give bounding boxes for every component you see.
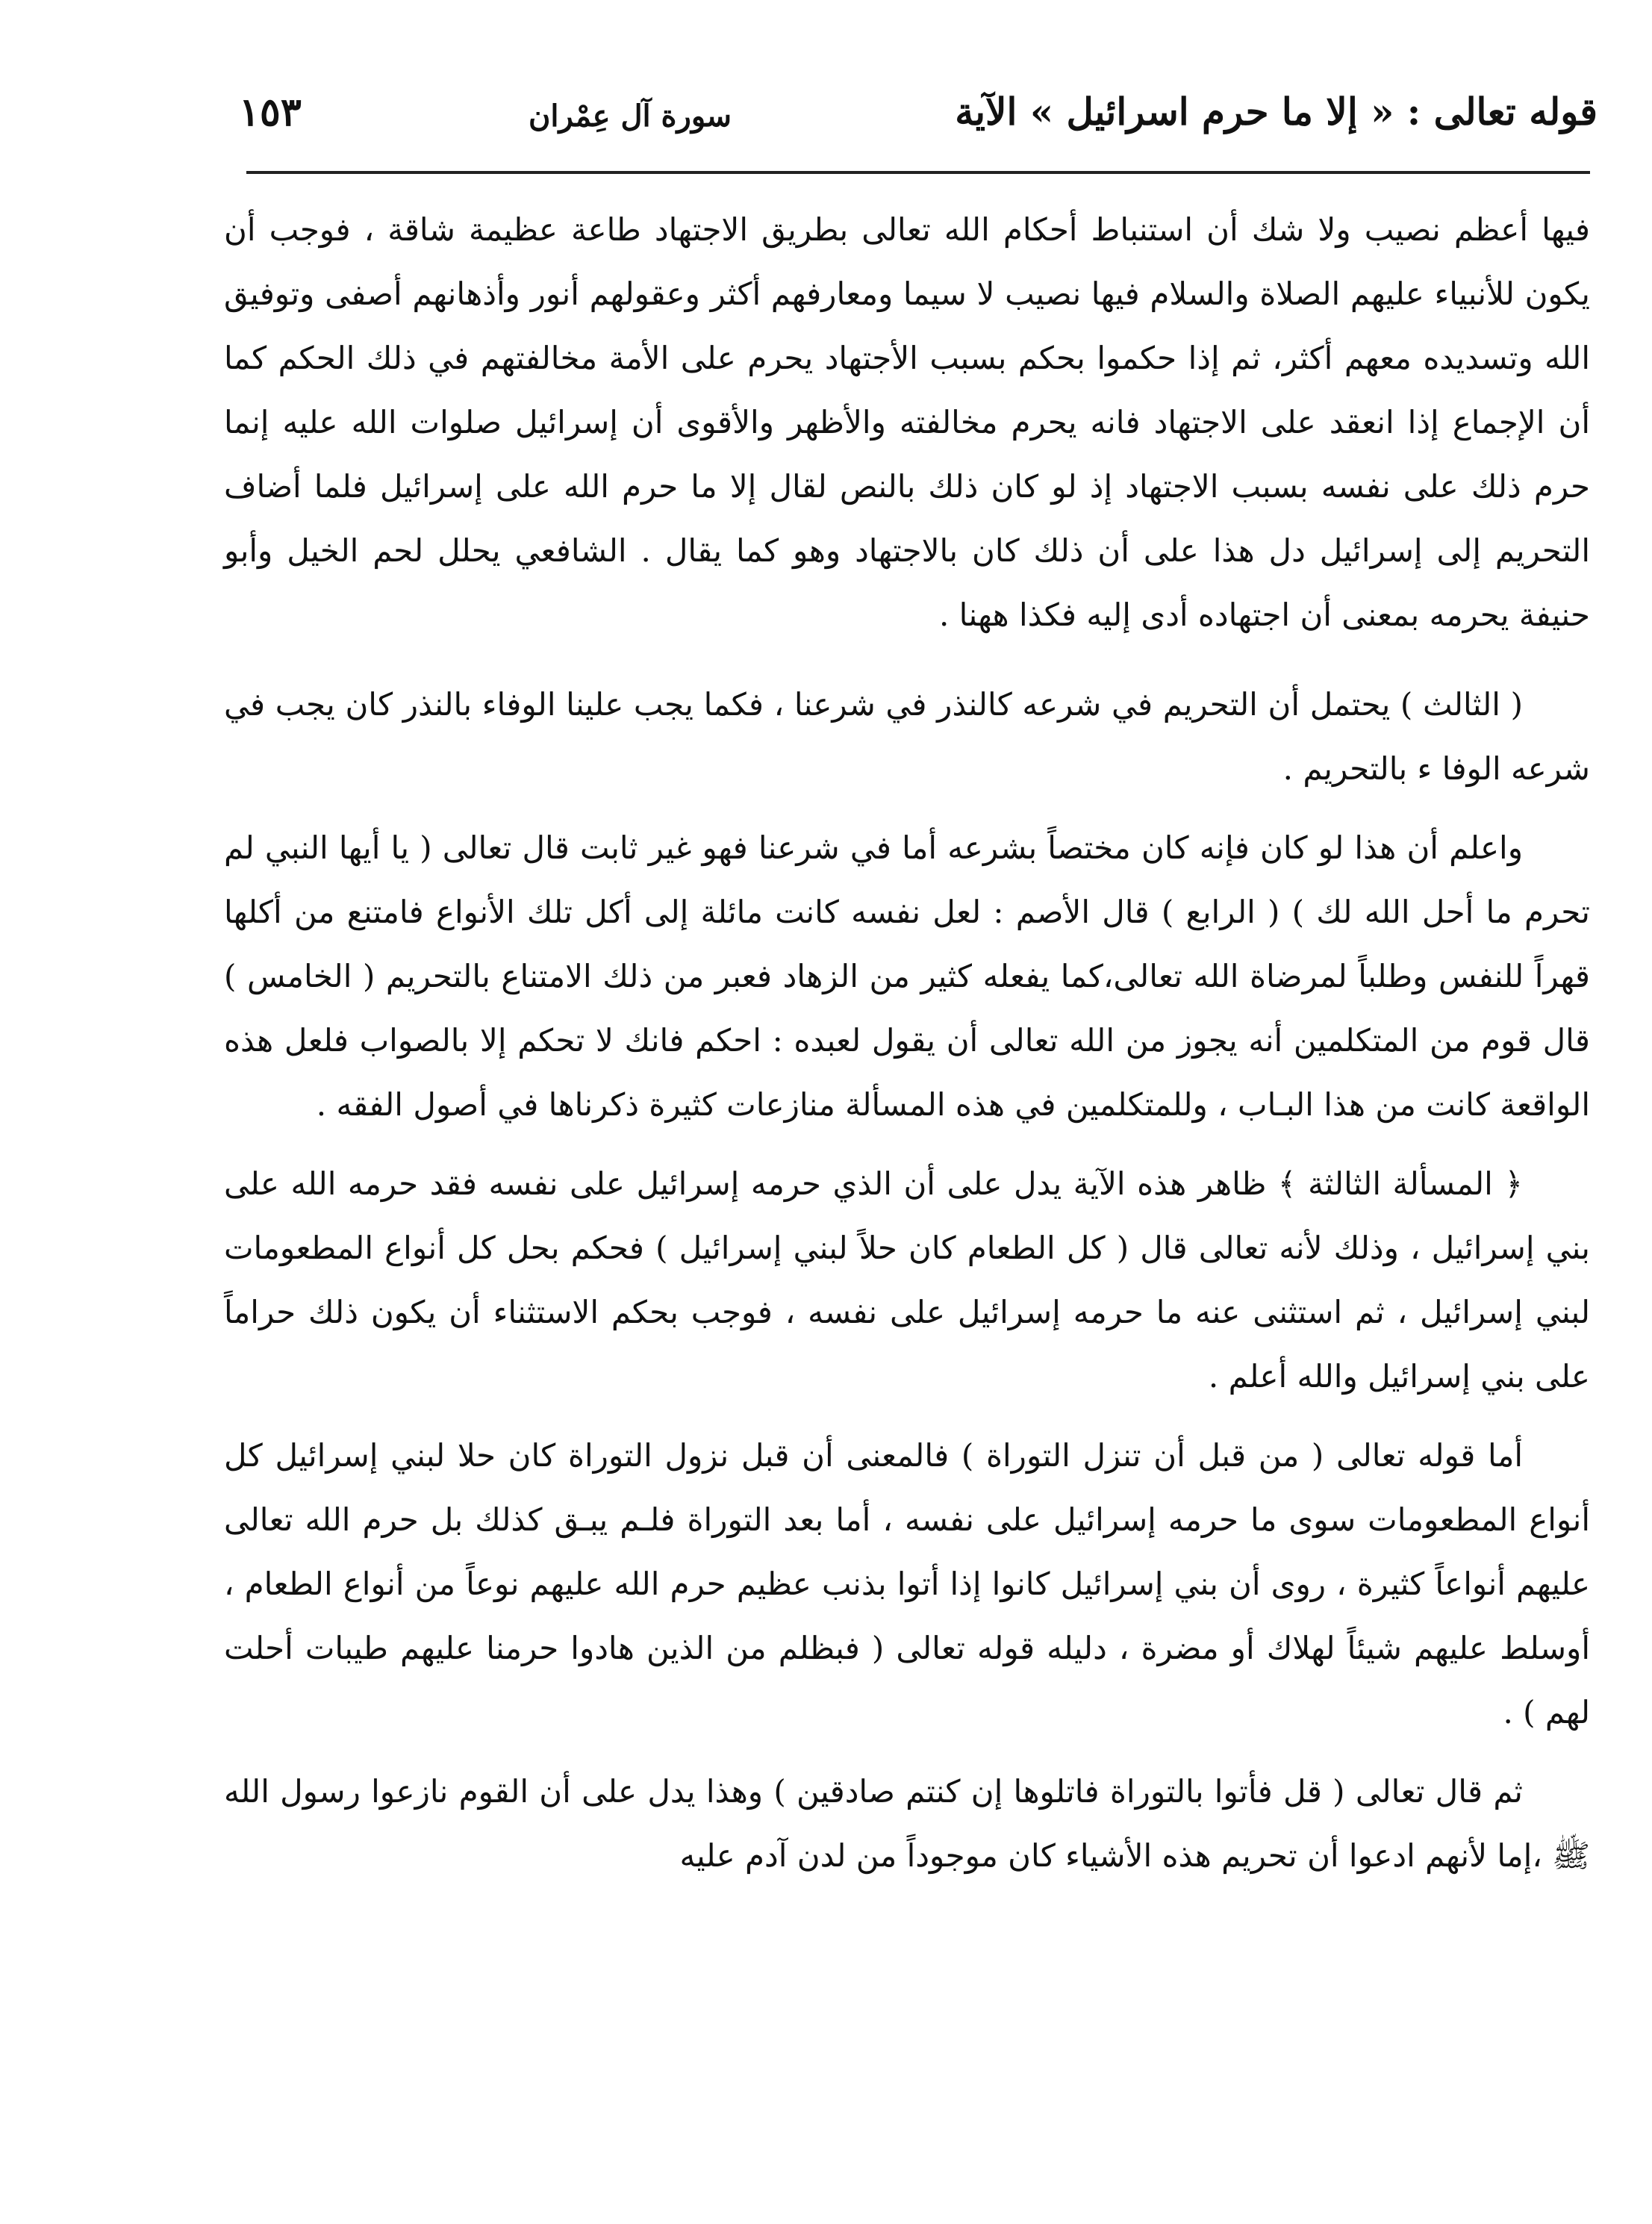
paragraph-4: ﴿ المسألة الثالثة ﴾ ظاهر هذه الآية يدل على أن الذي حرمه إسرائيل على نفسه فقد حرمه الله على بني إسرائيل ، وذلك لأنه تعالى قال ( كل الطعام كان حلاً لبني إسرائيل ) فحكم بحل كل أنواع المطعومات لبني إسرائيل ، ثم استثنى عنه ما حرمه إسرائيل على نفسه ، فوجب بحكم الاستثناء أن يكون ذلك حراماً على بني إسرائيل والله أعلم .	[224, 1165, 1590, 1395]
header-title: قوله تعالى : « إلا ما حرم اسرائيل » الآية	[955, 90, 1598, 134]
paragraph-5: أما قوله تعالى ( من قبل أن تنزل التوراة ) فالمعنى أن قبل نزول التوراة كان حلا لبني إسرائيل كل أنواع المطعومات سوى ما حرمه إسرائيل على نفسه ، أما بعد التوراة فلـم يبـق كذلك بل حرم الله تعالى عليهم أنواعاً كثيرة ، روى أن بني إسرائيل كانوا إذا أتوا بذنب عظيم حرم الله عليهم نوعاً من أنواع الطعام ، أوسلط عليهم شيئاً لهلاك أو مضرة ، دليله قوله تعالى ( فبظلم من الذين هادوا حرمنا عليهم طيبات أحلت لهم ) .	[224, 1437, 1590, 1731]
paragraph-1: فيها أعظم نصيب ولا شك أن استنباط أحكام الله تعالى بطريق الاجتهاد طاعة عظيمة شاقة ، فوجب أن يكون للأنبياء عليهم الصلاة والسلام فيها نصيب لا سيما ومعارفهم أكثر وعقولهم أنور وأذهانهم أصفى وتوفيق الله وتسديده معهم أكثر، ثم إذا حكموا بحكم بسبب الأجتهاد يحرم على الأمة مخالفتهم في ذلك الحكم كما أن الإجماع إذا انعقد على الاجتهاد فانه يحرم مخالفته والأظهر والأقوى أن إسرائيل صلوات الله عليه إنما حرم ذلك على نفسه بسبب الاجتهاد إذ لو كان ذلك بالنص لقال إلا ما حرم الله على إسرائيل فلما أضاف التحريم إلى إسرائيل دل هذا على أن ذلك كان بالاجتهاد وهو كما يقال . الشافعي يحلل لحم الخيل وأبو حنيفة يحرمه بمعنى أن اجتهاده أدى إليه فكذا ههنا .	[224, 211, 1590, 633]
paragraph-2: ( الثالث ) يحتمل أن التحريم في شرعه كالنذر في شرعنا ، فكما يجب علينا الوفاء بالنذر كان يجب في شرعه الوفا ء بالتحريم .	[224, 686, 1590, 787]
page-number: ١٥٣	[239, 90, 302, 135]
header-rule	[246, 171, 1590, 174]
paragraph-6: ثم قال تعالى ( قل فأتوا بالتوراة فاتلوها إن كنتم صادقين ) وهذا يدل على أن القوم نازعوا رسول الله ﷺ ،إما لأنهم ادعوا أن تحريم هذه الأشياء كان موجوداً من لدن آدم عليه	[224, 1773, 1590, 1874]
header-surah-name: سورة آل عِمْران	[528, 99, 732, 134]
body-text	[224, 198, 1590, 1903]
paragraph-3: واعلم أن هذا لو كان فإنه كان مختصاً بشرعه أما في شرعنا فهو غير ثابت قال تعالى ( يا أيها النبي لم تحرم ما أحل الله لك ) ( الرابع ) قال الأصم : لعل نفسه كانت مائلة إلى أكل تلك الأنواع فامتنع من أكلها قهراً للنفس وطلباً لمرضاة الله تعالى،كما يفعله كثير من الزهاد فعبر من ذلك الامتناع بالتحريم ( الخامس ) قال قوم من المتكلمين أنه يجوز من الله تعالى أن يقول لعبده : احكم فانك لا تحكم إلا بالصواب فلعل هذه الواقعة كانت من هذا البـاب ، وللمتكلمين في هذه المسألة منازعات كثيرة ذكرناها في أصول الفقه .	[224, 829, 1591, 1123]
running-header	[239, 90, 1598, 164]
